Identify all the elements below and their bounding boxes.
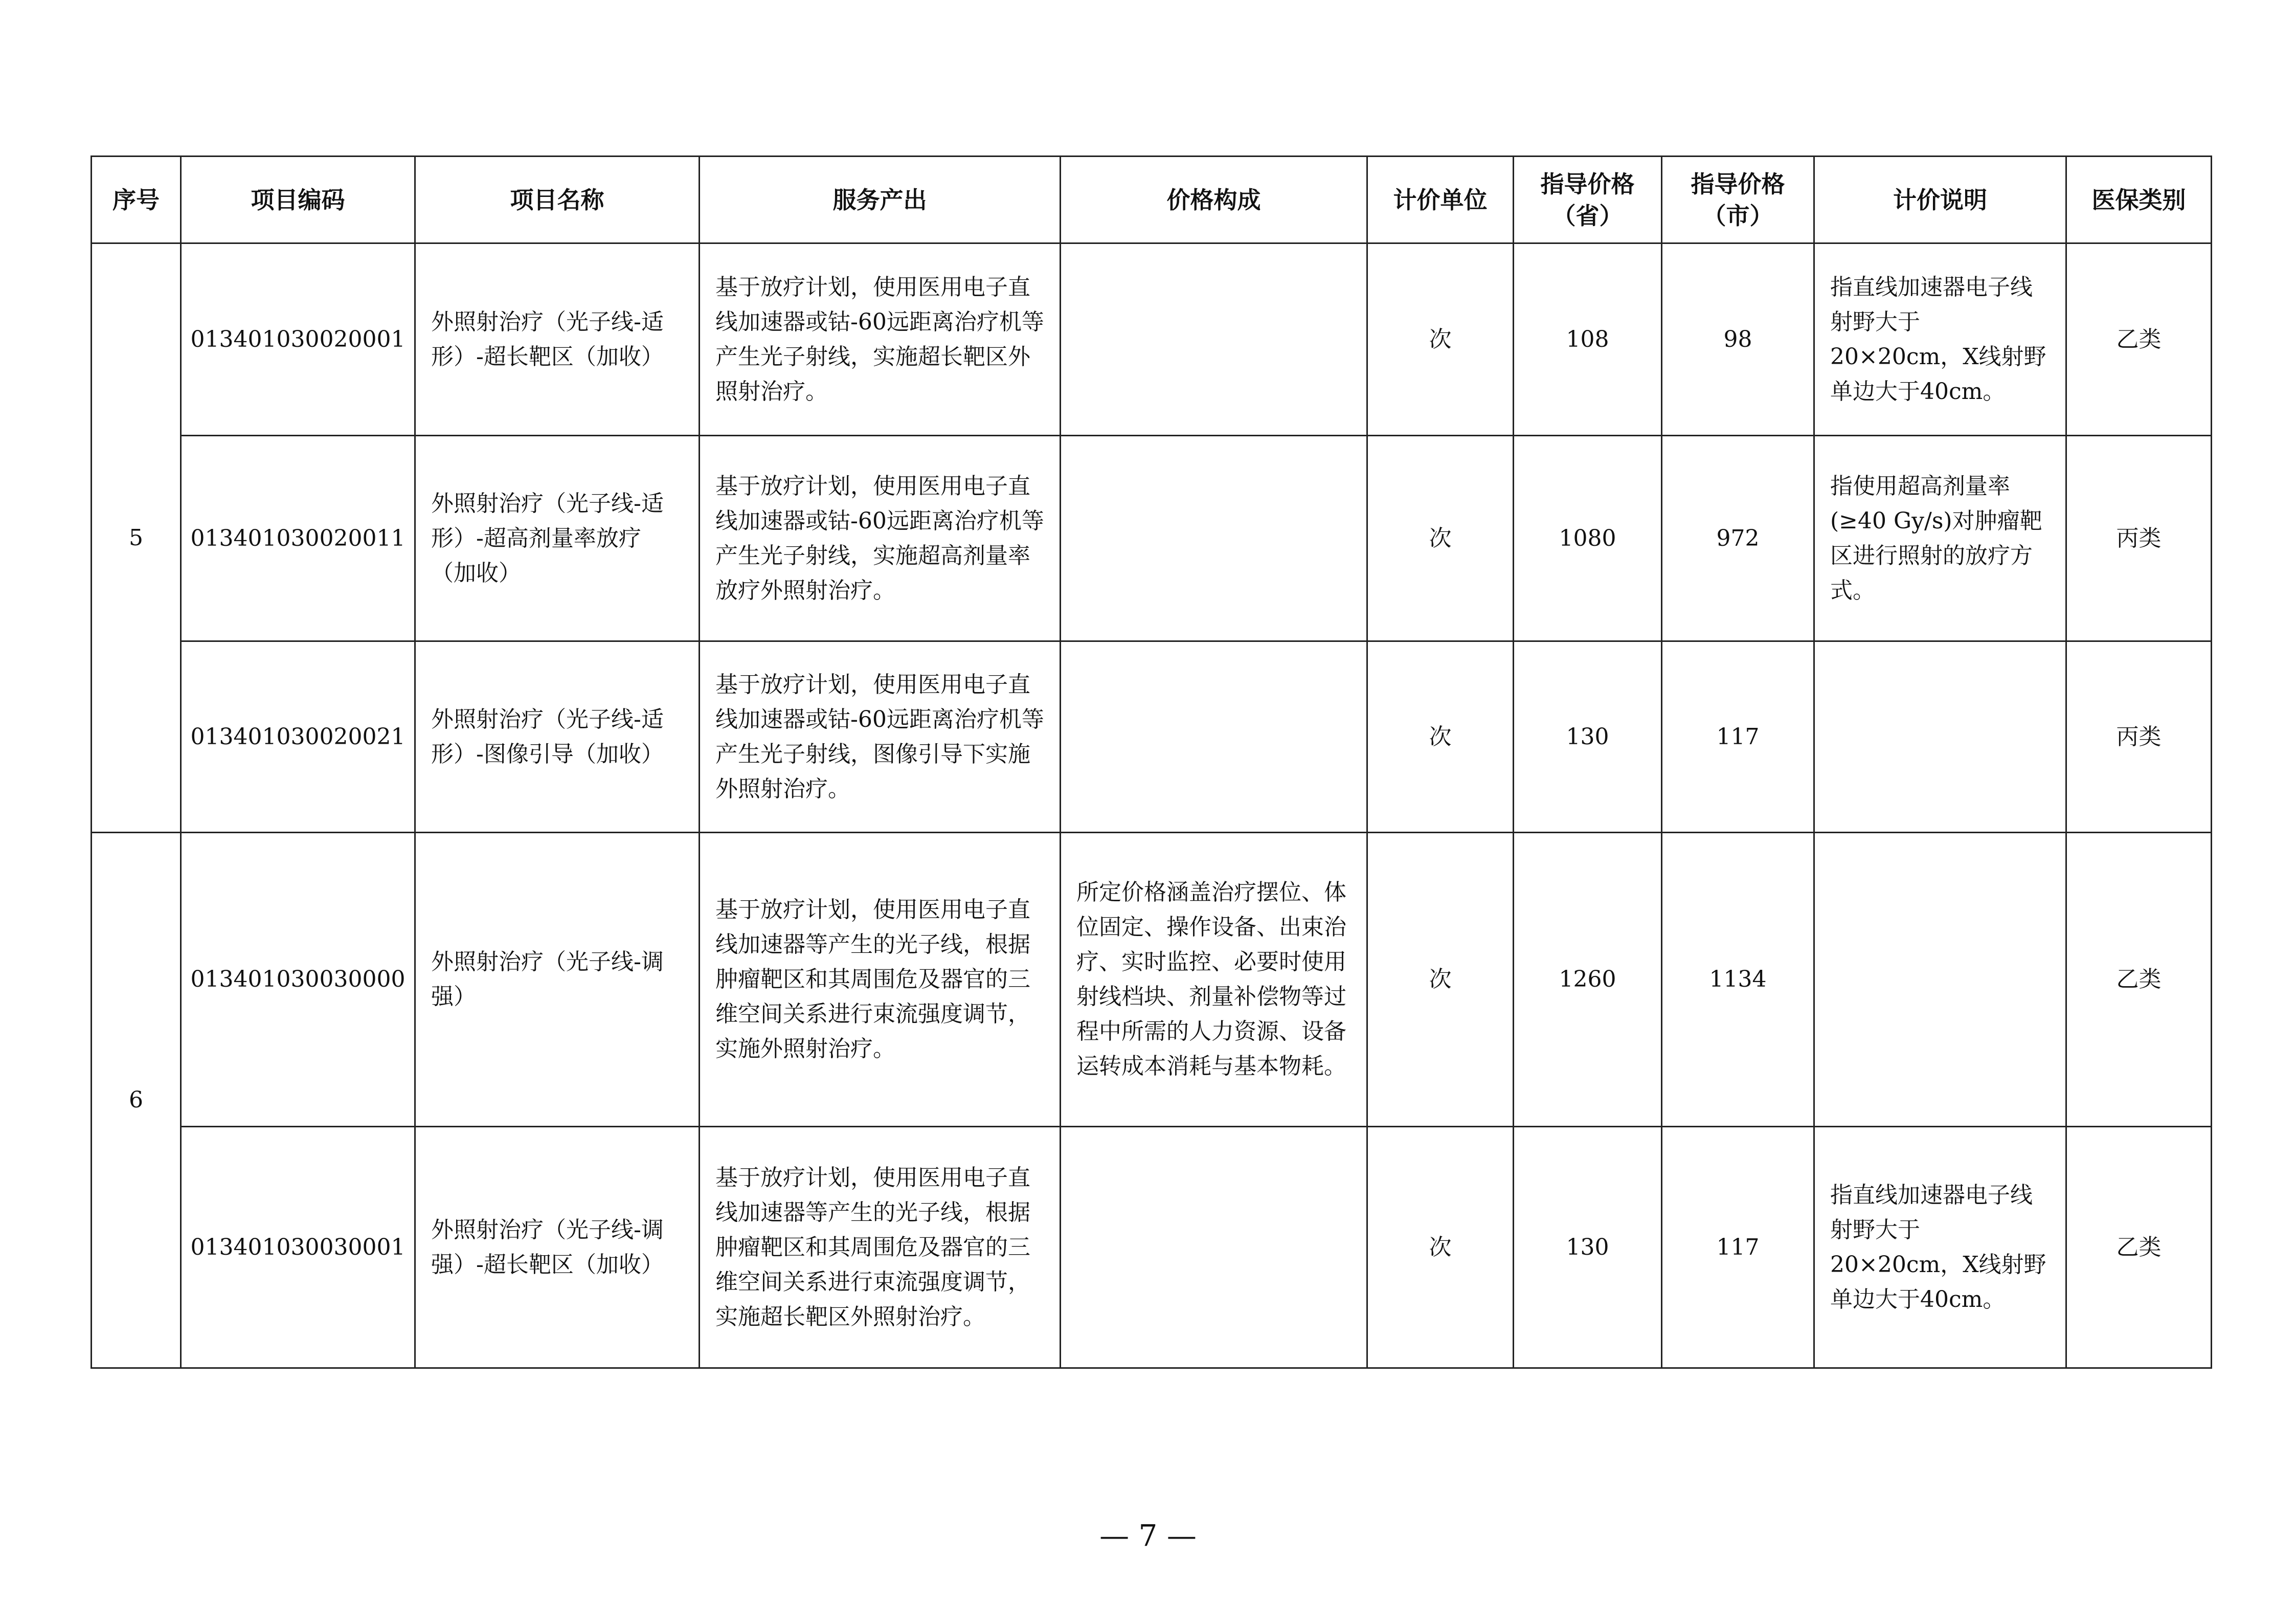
cell-insurance: 乙类	[2066, 1127, 2212, 1368]
header-price-city: 指导价格（市）	[1662, 157, 1814, 243]
cell-code: 013401030020001	[181, 243, 415, 436]
cell-price-composition	[1061, 641, 1367, 833]
header-code: 项目编码	[181, 157, 415, 243]
cell-service: 基于放疗计划，使用医用电子直线加速器等产生的光子线，根据肿瘤靶区和其周围危及器官的三维空间关系进行束流强度调节，实施外照射治疗。	[700, 833, 1061, 1127]
cell-service: 基于放疗计划，使用医用电子直线加速器或钴-60远距离治疗机等产生光子射线，图像引导下实施外照射治疗。	[700, 641, 1061, 833]
cell-note	[1814, 641, 2066, 833]
cell-service: 基于放疗计划，使用医用电子直线加速器或钴-60远距离治疗机等产生光子射线，实施超高剂量率放疗外照射治疗。	[700, 436, 1061, 641]
cell-name: 外照射治疗（光子线-调强）-超长靶区（加收）	[415, 1127, 700, 1368]
cell-insurance: 丙类	[2066, 436, 2212, 641]
pricing-table	[91, 155, 2212, 1369]
cell-code: 013401030020011	[181, 436, 415, 641]
table-row	[92, 436, 2212, 641]
cell-price-city: 972	[1662, 436, 1814, 641]
cell-unit: 次	[1367, 833, 1514, 1127]
cell-code: 013401030030001	[181, 1127, 415, 1368]
cell-price-province: 130	[1514, 1127, 1662, 1368]
cell-price-province: 1080	[1514, 436, 1662, 641]
cell-price-city: 1134	[1662, 833, 1814, 1127]
cell-unit: 次	[1367, 243, 1514, 436]
table-row	[92, 641, 2212, 833]
cell-unit: 次	[1367, 1127, 1514, 1368]
cell-code: 013401030030000	[181, 833, 415, 1127]
table-row	[92, 1127, 2212, 1368]
cell-name: 外照射治疗（光子线-适形）-超高剂量率放疗（加收）	[415, 436, 700, 641]
cell-price-province: 1260	[1514, 833, 1662, 1127]
cell-price-composition	[1061, 436, 1367, 641]
header-name: 项目名称	[415, 157, 700, 243]
group-seq: 6	[92, 833, 181, 1368]
header-note: 计价说明	[1814, 157, 2066, 243]
header-row	[92, 157, 2212, 243]
cell-service: 基于放疗计划，使用医用电子直线加速器或钴-60远距离治疗机等产生光子射线，实施超长靶区外照射治疗。	[700, 243, 1061, 436]
cell-note: 指直线加速器电子线射野大于20×20cm，X线射野单边大于40cm。	[1814, 1127, 2066, 1368]
cell-note	[1814, 833, 2066, 1127]
cell-unit: 次	[1367, 641, 1514, 833]
page-number: — 7 —	[1099, 1518, 1197, 1553]
cell-insurance: 乙类	[2066, 833, 2212, 1127]
cell-note: 指直线加速器电子线射野大于20×20cm，X线射野单边大于40cm。	[1814, 243, 2066, 436]
cell-price-city: 98	[1662, 243, 1814, 436]
cell-price-province: 108	[1514, 243, 1662, 436]
cell-price-city: 117	[1662, 1127, 1814, 1368]
header-insurance: 医保类别	[2066, 157, 2212, 243]
cell-name: 外照射治疗（光子线-调强）	[415, 833, 700, 1127]
cell-price-province: 130	[1514, 641, 1662, 833]
cell-code: 013401030020021	[181, 641, 415, 833]
cell-insurance: 乙类	[2066, 243, 2212, 436]
cell-note: 指使用超高剂量率(≥40 Gy/s)对肿瘤靶区进行照射的放疗方式。	[1814, 436, 2066, 641]
cell-price-composition	[1061, 1127, 1367, 1368]
table-row	[92, 833, 2212, 1127]
header-unit: 计价单位	[1367, 157, 1514, 243]
header-service: 服务产出	[700, 157, 1061, 243]
cell-name: 外照射治疗（光子线-适形）-图像引导（加收）	[415, 641, 700, 833]
cell-insurance: 丙类	[2066, 641, 2212, 833]
cell-name: 外照射治疗（光子线-适形）-超长靶区（加收）	[415, 243, 700, 436]
header-price-composition: 价格构成	[1061, 157, 1367, 243]
cell-price-composition: 所定价格涵盖治疗摆位、体位固定、操作设备、出束治疗、实时监控、必要时使用射线档块、剂量补偿物等过程中所需的人力资源、设备运转成本消耗与基本物耗。	[1061, 833, 1367, 1127]
cell-price-city: 117	[1662, 641, 1814, 833]
cell-service: 基于放疗计划，使用医用电子直线加速器等产生的光子线，根据肿瘤靶区和其周围危及器官的三维空间关系进行束流强度调节，实施超长靶区外照射治疗。	[700, 1127, 1061, 1368]
group-seq: 5	[92, 243, 181, 833]
cell-price-composition	[1061, 243, 1367, 436]
header-price-province: 指导价格（省）	[1514, 157, 1662, 243]
cell-unit: 次	[1367, 436, 1514, 641]
table-row	[92, 243, 2212, 436]
header-seq: 序号	[92, 157, 181, 243]
